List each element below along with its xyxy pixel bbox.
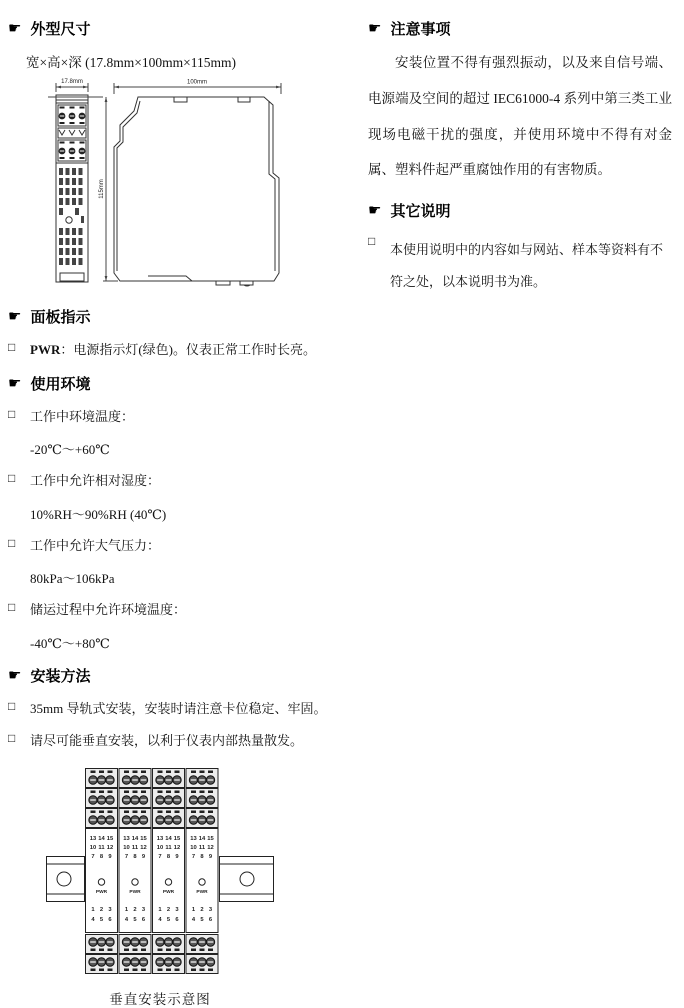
section-title: 外型尺寸 (30, 21, 91, 38)
side-height-dim-label: 115mm (99, 179, 105, 199)
pointing-hand-icon: ☛ (8, 666, 22, 684)
section-title: 注意事项 (390, 21, 451, 38)
section-title: 面板指示 (30, 309, 91, 326)
section-header-notes (368, 18, 672, 39)
pointing-hand-icon: ☛ (8, 308, 22, 325)
install-item-text: 35mm 导轨式安装，安装时请注意卡位稳定、牢固。 (30, 700, 327, 716)
side-width-dim-label: 100mm (186, 79, 208, 86)
pointing-hand-icon: ☛ (8, 20, 22, 37)
section-header-installation (8, 665, 348, 686)
pointing-hand-icon: ☛ (8, 374, 22, 392)
pwr-description: ：电源指示灯(绿色)。仪表正常工作时长亮。 (60, 342, 317, 357)
installation-diagram (44, 764, 276, 1008)
outline-drawing-svg (48, 75, 288, 290)
module (186, 768, 218, 973)
front-width-dim-label: 17.8mm (61, 79, 83, 85)
spec-label: 工作中允许相对湿度： (30, 473, 161, 488)
square-bullet-icon: □ (8, 600, 16, 614)
env-spec-item (8, 600, 348, 652)
notes-paragraph: 安装位置不得有强烈振动，以及来自信号端、电源端及空间的超过 IEC61000-4 系列中第三类工业现场电磁干扰的强度，并使用环境中不得有对金属、塑料件起严重腐蚀作用的有害物质。 (368, 55, 672, 178)
section-header-dimensions (8, 18, 348, 39)
panel-indicator-item (8, 340, 348, 360)
env-spec-item (8, 536, 348, 588)
diagram-caption: 垂直安装示意图 (109, 991, 211, 1007)
module (119, 768, 151, 973)
pwr-label: PWR (30, 342, 61, 357)
square-bullet-icon: □ (8, 731, 16, 745)
pointing-hand-icon: ☛ (368, 20, 382, 37)
outline-drawing (48, 75, 348, 294)
spec-label: 工作中环境温度： (30, 408, 135, 424)
spec-label: 工作中允许大气压力： (30, 537, 161, 553)
square-bullet-icon: □ (8, 698, 16, 713)
square-bullet-icon: □ (8, 535, 16, 550)
section-title: 其它说明 (390, 203, 451, 221)
square-bullet-icon: □ (8, 340, 16, 354)
spec-value: -20℃～+60℃ (30, 442, 110, 457)
install-item (8, 699, 348, 719)
pointing-hand-icon: ☛ (368, 202, 382, 220)
section-title: 使用环境 (30, 375, 91, 393)
other-note-item (368, 234, 672, 298)
other-note-text: 本使用说明中的内容如与网站、样本等资料有不符之处，以本说明书为准。 (390, 242, 664, 289)
section-header-panel (8, 306, 348, 327)
install-item (8, 731, 348, 751)
square-bullet-icon: □ (8, 471, 16, 485)
spec-value: 10%RH～90%RH (40℃) (30, 506, 167, 522)
panel-indicator-text (30, 340, 348, 360)
right-column (352, 0, 684, 966)
spec-value: -40℃～+80℃ (30, 635, 110, 651)
dimensions-subtitle: 宽×高×深 (17.8mm×100mm×115mm) (26, 55, 236, 70)
module (86, 768, 118, 973)
env-spec-item (8, 471, 348, 523)
module (153, 768, 185, 973)
square-bullet-icon: □ (8, 406, 16, 421)
section-header-other (368, 200, 672, 221)
square-bullet-icon: □ (368, 234, 376, 249)
install-item-text: 请尽可能垂直安装，以利于仪表内部热量散发。 (30, 733, 304, 748)
installation-diagram-svg: 13 14 15 10 11 12 7 8 9 1 2 3 4 5 6 (46, 764, 274, 980)
section-title: 安装方法 (30, 667, 91, 685)
env-spec-item (8, 407, 348, 459)
section-header-environment (8, 373, 348, 394)
spec-value: 80kPa～106kPa (30, 571, 115, 586)
spec-label: 储运过程中允许环境温度： (30, 602, 187, 617)
